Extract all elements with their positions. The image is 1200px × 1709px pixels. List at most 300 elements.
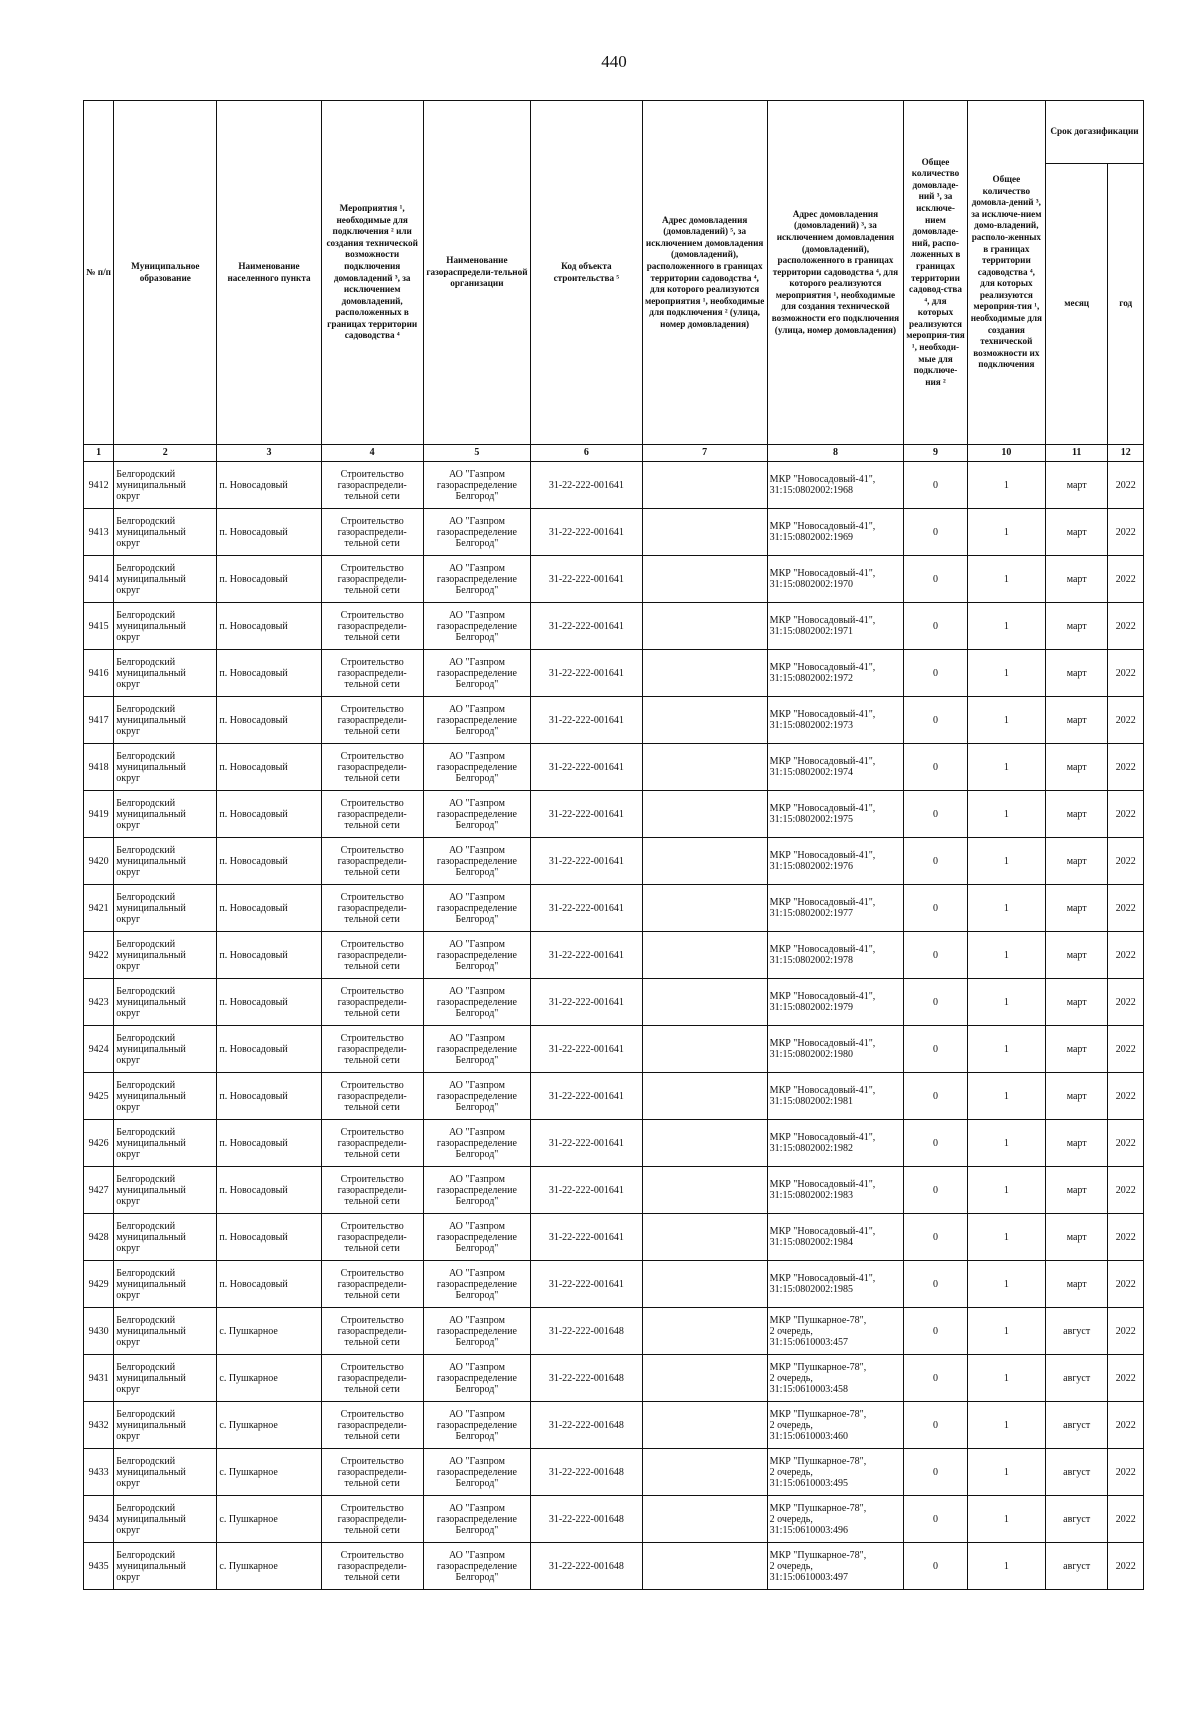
address-connection-cell <box>642 1402 767 1449</box>
municipality-cell: Белгородский муниципальный округ <box>114 509 217 556</box>
column-number: 9 <box>904 445 968 462</box>
address-connection-cell <box>642 1543 767 1590</box>
row-number: 9417 <box>84 697 114 744</box>
table-row <box>84 462 1144 509</box>
count-connection-cell: 0 <box>904 1167 968 1214</box>
gas-organization-cell: АО "Газпром газораспределение Белгород" <box>423 1214 530 1261</box>
municipality-cell: Белгородский муниципальный округ <box>114 603 217 650</box>
row-number: 9421 <box>84 885 114 932</box>
settlement-cell: п. Новосадовый <box>217 885 321 932</box>
address-connection-cell <box>642 1261 767 1308</box>
row-number: 9434 <box>84 1496 114 1543</box>
year-cell: 2022 <box>1108 885 1144 932</box>
settlement-cell: с. Пушкарное <box>217 1308 321 1355</box>
gas-organization-cell: АО "Газпром газораспределение Белгород" <box>423 697 530 744</box>
year-cell: 2022 <box>1108 791 1144 838</box>
gas-organization-cell: АО "Газпром газораспределение Белгород" <box>423 979 530 1026</box>
gas-organization-cell: АО "Газпром газораспределение Белгород" <box>423 791 530 838</box>
row-number: 9422 <box>84 932 114 979</box>
count-connection-cell: 0 <box>904 462 968 509</box>
gas-organization-cell: АО "Газпром газораспределение Белгород" <box>423 1261 530 1308</box>
count-connection-cell: 0 <box>904 1073 968 1120</box>
month-cell: март <box>1045 462 1108 509</box>
gas-organization-cell: АО "Газпром газораспределение Белгород" <box>423 1402 530 1449</box>
table-row <box>84 1167 1144 1214</box>
count-technical-cell: 1 <box>967 1214 1045 1261</box>
measures-cell: Строительство газораспредели- тельной сети <box>321 697 423 744</box>
table-row <box>84 1073 1144 1120</box>
address-technical-cell: МКР "Новосадовый-41", 31:15:0802002:1985 <box>767 1261 904 1308</box>
count-connection-cell: 0 <box>904 1355 968 1402</box>
count-technical-cell: 1 <box>967 838 1045 885</box>
measures-cell: Строительство газораспредели- тельной сети <box>321 838 423 885</box>
month-cell: март <box>1045 1167 1108 1214</box>
count-connection-cell: 0 <box>904 1449 968 1496</box>
object-code-cell: 31-22-222-001641 <box>531 603 643 650</box>
address-technical-cell: МКР "Пушкарное-78", 2 очередь, 31:15:0610003:458 <box>767 1355 904 1402</box>
month-cell: март <box>1045 1073 1108 1120</box>
row-number: 9412 <box>84 462 114 509</box>
row-number: 9427 <box>84 1167 114 1214</box>
address-connection-cell <box>642 932 767 979</box>
gas-organization-cell: АО "Газпром газораспределение Белгород" <box>423 744 530 791</box>
gas-organization-cell: АО "Газпром газораспределение Белгород" <box>423 1073 530 1120</box>
address-technical-cell: МКР "Новосадовый-41", 31:15:0802002:1978 <box>767 932 904 979</box>
object-code-cell: 31-22-222-001641 <box>531 932 643 979</box>
gas-organization-cell: АО "Газпром газораспределение Белгород" <box>423 1167 530 1214</box>
header-object-code: Код объекта строительства ⁵ <box>531 101 643 445</box>
object-code-cell: 31-22-222-001641 <box>531 697 643 744</box>
municipality-cell: Белгородский муниципальный округ <box>114 1449 217 1496</box>
header-row-number: № п/п <box>84 101 114 445</box>
municipality-cell: Белгородский муниципальный округ <box>114 556 217 603</box>
municipality-cell: Белгородский муниципальный округ <box>114 1026 217 1073</box>
month-cell: август <box>1045 1449 1108 1496</box>
count-technical-cell: 1 <box>967 1073 1045 1120</box>
address-connection-cell <box>642 791 767 838</box>
measures-cell: Строительство газораспредели- тельной сети <box>321 744 423 791</box>
settlement-cell: п. Новосадовый <box>217 697 321 744</box>
year-cell: 2022 <box>1108 1026 1144 1073</box>
year-cell: 2022 <box>1108 509 1144 556</box>
table-row <box>84 650 1144 697</box>
gas-organization-cell: АО "Газпром газораспределение Белгород" <box>423 1449 530 1496</box>
object-code-cell: 31-22-222-001641 <box>531 556 643 603</box>
municipality-cell: Белгородский муниципальный округ <box>114 1120 217 1167</box>
address-technical-cell: МКР "Новосадовый-41", 31:15:0802002:1975 <box>767 791 904 838</box>
month-cell: март <box>1045 650 1108 697</box>
measures-cell: Строительство газораспредели- тельной сети <box>321 462 423 509</box>
year-cell: 2022 <box>1108 1120 1144 1167</box>
month-cell: март <box>1045 1120 1108 1167</box>
count-technical-cell: 1 <box>967 932 1045 979</box>
year-cell: 2022 <box>1108 1496 1144 1543</box>
measures-cell: Строительство газораспредели- тельной сети <box>321 1496 423 1543</box>
address-technical-cell: МКР "Новосадовый-41", 31:15:0802002:1970 <box>767 556 904 603</box>
table-row <box>84 1543 1144 1590</box>
table-row <box>84 697 1144 744</box>
settlement-cell: п. Новосадовый <box>217 1214 321 1261</box>
row-number: 9420 <box>84 838 114 885</box>
measures-cell: Строительство газораспредели- тельной сети <box>321 556 423 603</box>
municipality-cell: Белгородский муниципальный округ <box>114 1402 217 1449</box>
settlement-cell: п. Новосадовый <box>217 1261 321 1308</box>
measures-cell: Строительство газораспредели- тельной сети <box>321 1214 423 1261</box>
address-connection-cell <box>642 838 767 885</box>
month-cell: август <box>1045 1308 1108 1355</box>
table-row <box>84 744 1144 791</box>
settlement-cell: с. Пушкарное <box>217 1449 321 1496</box>
table-row <box>84 979 1144 1026</box>
municipality-cell: Белгородский муниципальный округ <box>114 1261 217 1308</box>
count-technical-cell: 1 <box>967 1026 1045 1073</box>
column-number-row <box>84 445 1144 462</box>
year-cell: 2022 <box>1108 603 1144 650</box>
settlement-cell: с. Пушкарное <box>217 1402 321 1449</box>
address-connection-cell <box>642 462 767 509</box>
header-settlement: Наименование населенного пункта <box>217 101 321 445</box>
object-code-cell: 31-22-222-001641 <box>531 979 643 1026</box>
address-connection-cell <box>642 1167 767 1214</box>
header-deadline-group: Срок догазификации <box>1045 101 1143 164</box>
municipality-cell: Белгородский муниципальный округ <box>114 1543 217 1590</box>
settlement-cell: п. Новосадовый <box>217 1073 321 1120</box>
settlement-cell: п. Новосадовый <box>217 744 321 791</box>
count-connection-cell: 0 <box>904 603 968 650</box>
year-cell: 2022 <box>1108 838 1144 885</box>
column-number: 4 <box>321 445 423 462</box>
address-connection-cell <box>642 1308 767 1355</box>
count-technical-cell: 1 <box>967 509 1045 556</box>
year-cell: 2022 <box>1108 1543 1144 1590</box>
gas-organization-cell: АО "Газпром газораспределение Белгород" <box>423 1543 530 1590</box>
year-cell: 2022 <box>1108 979 1144 1026</box>
table-row <box>84 932 1144 979</box>
settlement-cell: п. Новосадовый <box>217 979 321 1026</box>
gas-organization-cell: АО "Газпром газораспределение Белгород" <box>423 1308 530 1355</box>
header-gas-organization: Наименование газораспредели-тельной организации <box>423 101 530 445</box>
count-technical-cell: 1 <box>967 1543 1045 1590</box>
settlement-cell: п. Новосадовый <box>217 462 321 509</box>
row-number: 9415 <box>84 603 114 650</box>
settlement-cell: п. Новосадовый <box>217 1120 321 1167</box>
header-address-technical: Адрес домовладения (домовладений) ³, за исключением домовладения (домовладений), расположенного в границах территории садоводства ⁴, для которого реализуются мероприятия ¹, необходимые для создания технической возможности его подключения (улица, номер домовладения) <box>767 101 904 445</box>
address-technical-cell: МКР "Новосадовый-41", 31:15:0802002:1982 <box>767 1120 904 1167</box>
municipality-cell: Белгородский муниципальный округ <box>114 1308 217 1355</box>
municipality-cell: Белгородский муниципальный округ <box>114 838 217 885</box>
object-code-cell: 31-22-222-001648 <box>531 1355 643 1402</box>
table-row <box>84 556 1144 603</box>
row-number: 9424 <box>84 1026 114 1073</box>
table-header <box>84 101 1144 462</box>
count-technical-cell: 1 <box>967 885 1045 932</box>
address-technical-cell: МКР "Новосадовый-41", 31:15:0802002:1972 <box>767 650 904 697</box>
count-technical-cell: 1 <box>967 1496 1045 1543</box>
count-technical-cell: 1 <box>967 556 1045 603</box>
municipality-cell: Белгородский муниципальный округ <box>114 1167 217 1214</box>
settlement-cell: п. Новосадовый <box>217 791 321 838</box>
month-cell: март <box>1045 509 1108 556</box>
municipality-cell: Белгородский муниципальный округ <box>114 791 217 838</box>
address-connection-cell <box>642 1449 767 1496</box>
address-connection-cell <box>642 697 767 744</box>
month-cell: март <box>1045 1026 1108 1073</box>
object-code-cell: 31-22-222-001641 <box>531 509 643 556</box>
measures-cell: Строительство газораспредели- тельной сети <box>321 1167 423 1214</box>
month-cell: март <box>1045 979 1108 1026</box>
address-technical-cell: МКР "Новосадовый-41", 31:15:0802002:1979 <box>767 979 904 1026</box>
table-row <box>84 1355 1144 1402</box>
header-address-connection: Адрес домовладения (домовладений) ⁵, за исключением домовладения (домовладений), расположенного в границах территории садоводства ⁴, для которого реализуются мероприятия ¹, необходимые для подключения ² (улица, номер домовладения) <box>642 101 767 445</box>
count-technical-cell: 1 <box>967 1449 1045 1496</box>
count-connection-cell: 0 <box>904 1496 968 1543</box>
measures-cell: Строительство газораспредели- тельной сети <box>321 791 423 838</box>
settlement-cell: с. Пушкарное <box>217 1543 321 1590</box>
count-technical-cell: 1 <box>967 791 1045 838</box>
table-row <box>84 1449 1144 1496</box>
count-connection-cell: 0 <box>904 509 968 556</box>
row-number: 9433 <box>84 1449 114 1496</box>
settlement-cell: п. Новосадовый <box>217 1026 321 1073</box>
municipality-cell: Белгородский муниципальный округ <box>114 650 217 697</box>
municipality-cell: Белгородский муниципальный округ <box>114 1355 217 1402</box>
table-row <box>84 1402 1144 1449</box>
object-code-cell: 31-22-222-001648 <box>531 1496 643 1543</box>
municipality-cell: Белгородский муниципальный округ <box>114 1496 217 1543</box>
measures-cell: Строительство газораспредели- тельной сети <box>321 650 423 697</box>
address-technical-cell: МКР "Пушкарное-78", 2 очередь, 31:15:0610003:496 <box>767 1496 904 1543</box>
row-number: 9430 <box>84 1308 114 1355</box>
month-cell: март <box>1045 697 1108 744</box>
row-number: 9418 <box>84 744 114 791</box>
year-cell: 2022 <box>1108 1261 1144 1308</box>
count-connection-cell: 0 <box>904 744 968 791</box>
row-number: 9419 <box>84 791 114 838</box>
count-connection-cell: 0 <box>904 650 968 697</box>
measures-cell: Строительство газораспредели- тельной сети <box>321 1449 423 1496</box>
year-cell: 2022 <box>1108 556 1144 603</box>
object-code-cell: 31-22-222-001641 <box>531 791 643 838</box>
object-code-cell: 31-22-222-001648 <box>531 1308 643 1355</box>
year-cell: 2022 <box>1108 462 1144 509</box>
month-cell: март <box>1045 791 1108 838</box>
gas-organization-cell: АО "Газпром газораспределение Белгород" <box>423 650 530 697</box>
month-cell: август <box>1045 1355 1108 1402</box>
address-technical-cell: МКР "Новосадовый-41", 31:15:0802002:1983 <box>767 1167 904 1214</box>
address-technical-cell: МКР "Новосадовый-41", 31:15:0802002:1984 <box>767 1214 904 1261</box>
object-code-cell: 31-22-222-001641 <box>531 838 643 885</box>
settlement-cell: п. Новосадовый <box>217 838 321 885</box>
year-cell: 2022 <box>1108 932 1144 979</box>
table-row <box>84 1214 1144 1261</box>
address-connection-cell <box>642 1355 767 1402</box>
municipality-cell: Белгородский муниципальный округ <box>114 462 217 509</box>
address-technical-cell: МКР "Пушкарное-78", 2 очередь, 31:15:0610003:495 <box>767 1449 904 1496</box>
year-cell: 2022 <box>1108 697 1144 744</box>
gas-organization-cell: АО "Газпром газораспределение Белгород" <box>423 462 530 509</box>
count-connection-cell: 0 <box>904 979 968 1026</box>
measures-cell: Строительство газораспредели- тельной сети <box>321 1261 423 1308</box>
month-cell: март <box>1045 885 1108 932</box>
address-technical-cell: МКР "Пушкарное-78", 2 очередь, 31:15:0610003:457 <box>767 1308 904 1355</box>
year-cell: 2022 <box>1108 1402 1144 1449</box>
municipality-cell: Белгородский муниципальный округ <box>114 885 217 932</box>
object-code-cell: 31-22-222-001648 <box>531 1543 643 1590</box>
object-code-cell: 31-22-222-001641 <box>531 1214 643 1261</box>
table-row <box>84 1120 1144 1167</box>
address-technical-cell: МКР "Новосадовый-41", 31:15:0802002:1976 <box>767 838 904 885</box>
address-connection-cell <box>642 603 767 650</box>
table-row <box>84 1026 1144 1073</box>
row-number: 9423 <box>84 979 114 1026</box>
object-code-cell: 31-22-222-001641 <box>531 650 643 697</box>
count-technical-cell: 1 <box>967 1261 1045 1308</box>
object-code-cell: 31-22-222-001641 <box>531 1026 643 1073</box>
settlement-cell: п. Новосадовый <box>217 556 321 603</box>
year-cell: 2022 <box>1108 744 1144 791</box>
measures-cell: Строительство газораспредели- тельной сети <box>321 885 423 932</box>
gas-organization-cell: АО "Газпром газораспределение Белгород" <box>423 1026 530 1073</box>
row-number: 9428 <box>84 1214 114 1261</box>
address-technical-cell: МКР "Новосадовый-41", 31:15:0802002:1971 <box>767 603 904 650</box>
address-connection-cell <box>642 509 767 556</box>
column-number: 2 <box>114 445 217 462</box>
settlement-cell: с. Пушкарное <box>217 1496 321 1543</box>
year-cell: 2022 <box>1108 1308 1144 1355</box>
count-technical-cell: 1 <box>967 744 1045 791</box>
count-technical-cell: 1 <box>967 603 1045 650</box>
count-connection-cell: 0 <box>904 932 968 979</box>
table-row <box>84 1261 1144 1308</box>
table-row <box>84 603 1144 650</box>
gasification-table <box>83 100 1144 1590</box>
address-connection-cell <box>642 885 767 932</box>
row-number: 9426 <box>84 1120 114 1167</box>
table-row <box>84 509 1144 556</box>
object-code-cell: 31-22-222-001641 <box>531 1261 643 1308</box>
address-technical-cell: МКР "Новосадовый-41", 31:15:0802002:1969 <box>767 509 904 556</box>
count-connection-cell: 0 <box>904 838 968 885</box>
count-technical-cell: 1 <box>967 1308 1045 1355</box>
count-connection-cell: 0 <box>904 1402 968 1449</box>
settlement-cell: п. Новосадовый <box>217 650 321 697</box>
count-technical-cell: 1 <box>967 650 1045 697</box>
count-technical-cell: 1 <box>967 462 1045 509</box>
measures-cell: Строительство газораспредели- тельной сети <box>321 1402 423 1449</box>
address-technical-cell: МКР "Пушкарное-78", 2 очередь, 31:15:0610003:460 <box>767 1402 904 1449</box>
year-cell: 2022 <box>1108 1355 1144 1402</box>
gas-organization-cell: АО "Газпром газораспределение Белгород" <box>423 509 530 556</box>
count-connection-cell: 0 <box>904 556 968 603</box>
measures-cell: Строительство газораспредели- тельной сети <box>321 603 423 650</box>
gas-organization-cell: АО "Газпром газораспределение Белгород" <box>423 838 530 885</box>
count-connection-cell: 0 <box>904 885 968 932</box>
address-connection-cell <box>642 1073 767 1120</box>
table-body <box>84 462 1144 1590</box>
year-cell: 2022 <box>1108 1167 1144 1214</box>
month-cell: март <box>1045 1214 1108 1261</box>
address-technical-cell: МКР "Пушкарное-78", 2 очередь, 31:15:0610003:497 <box>767 1543 904 1590</box>
settlement-cell: с. Пушкарное <box>217 1355 321 1402</box>
row-number: 9416 <box>84 650 114 697</box>
count-connection-cell: 0 <box>904 791 968 838</box>
measures-cell: Строительство газораспредели- тельной сети <box>321 1120 423 1167</box>
address-technical-cell: МКР "Новосадовый-41", 31:15:0802002:1977 <box>767 885 904 932</box>
month-cell: август <box>1045 1496 1108 1543</box>
gas-organization-cell: АО "Газпром газораспределение Белгород" <box>423 932 530 979</box>
row-number: 9432 <box>84 1402 114 1449</box>
year-cell: 2022 <box>1108 650 1144 697</box>
month-cell: март <box>1045 603 1108 650</box>
header-year: год <box>1108 164 1144 445</box>
object-code-cell: 31-22-222-001641 <box>531 744 643 791</box>
row-number: 9429 <box>84 1261 114 1308</box>
header-count-technical: Общее количество домовла-дений ³, за исключе-нием домо-владений, располо-женных в границах территории садоводства ⁴, для которых реализуются мероприя-тия ¹, необходимые для создания технической возможности их подключения <box>967 101 1045 445</box>
column-number: 1 <box>84 445 114 462</box>
row-number: 9414 <box>84 556 114 603</box>
table-row <box>84 791 1144 838</box>
gas-organization-cell: АО "Газпром газораспределение Белгород" <box>423 1496 530 1543</box>
address-connection-cell <box>642 556 767 603</box>
municipality-cell: Белгородский муниципальный округ <box>114 979 217 1026</box>
object-code-cell: 31-22-222-001648 <box>531 1449 643 1496</box>
count-technical-cell: 1 <box>967 697 1045 744</box>
header-month: месяц <box>1045 164 1108 445</box>
address-connection-cell <box>642 1120 767 1167</box>
object-code-cell: 31-22-222-001648 <box>531 1402 643 1449</box>
address-connection-cell <box>642 650 767 697</box>
address-connection-cell <box>642 979 767 1026</box>
address-connection-cell <box>642 1026 767 1073</box>
table-row <box>84 885 1144 932</box>
row-number: 9425 <box>84 1073 114 1120</box>
gas-organization-cell: АО "Газпром газораспределение Белгород" <box>423 603 530 650</box>
object-code-cell: 31-22-222-001641 <box>531 885 643 932</box>
column-number: 12 <box>1108 445 1144 462</box>
header-count-connection: Общее количество домовладе-ний ³, за исключе-нием домовладе-ний, распо-ложенных в границах территории садовод-ства ⁴, для которых реализуются мероприя-тия ¹, необходи-мые для подключе-ния ² <box>904 101 968 445</box>
year-cell: 2022 <box>1108 1073 1144 1120</box>
page-number: 440 <box>601 52 627 71</box>
year-cell: 2022 <box>1108 1214 1144 1261</box>
measures-cell: Строительство газораспредели- тельной сети <box>321 1355 423 1402</box>
address-technical-cell: МКР "Новосадовый-41", 31:15:0802002:1981 <box>767 1073 904 1120</box>
measures-cell: Строительство газораспредели- тельной сети <box>321 932 423 979</box>
month-cell: март <box>1045 1261 1108 1308</box>
count-technical-cell: 1 <box>967 1120 1045 1167</box>
object-code-cell: 31-22-222-001641 <box>531 462 643 509</box>
column-number: 3 <box>217 445 321 462</box>
address-technical-cell: МКР "Новосадовый-41", 31:15:0802002:1973 <box>767 697 904 744</box>
address-connection-cell <box>642 744 767 791</box>
table-row <box>84 1496 1144 1543</box>
municipality-cell: Белгородский муниципальный округ <box>114 1073 217 1120</box>
month-cell: август <box>1045 1402 1108 1449</box>
count-connection-cell: 0 <box>904 1120 968 1167</box>
municipality-cell: Белгородский муниципальный округ <box>114 932 217 979</box>
address-technical-cell: МКР "Новосадовый-41", 31:15:0802002:1974 <box>767 744 904 791</box>
object-code-cell: 31-22-222-001641 <box>531 1167 643 1214</box>
settlement-cell: п. Новосадовый <box>217 932 321 979</box>
measures-cell: Строительство газораспредели- тельной сети <box>321 979 423 1026</box>
table-row <box>84 1308 1144 1355</box>
column-number: 11 <box>1045 445 1108 462</box>
measures-cell: Строительство газораспредели- тельной сети <box>321 1543 423 1590</box>
count-connection-cell: 0 <box>904 1026 968 1073</box>
count-technical-cell: 1 <box>967 979 1045 1026</box>
column-number: 7 <box>642 445 767 462</box>
row-number: 9435 <box>84 1543 114 1590</box>
settlement-cell: п. Новосадовый <box>217 603 321 650</box>
